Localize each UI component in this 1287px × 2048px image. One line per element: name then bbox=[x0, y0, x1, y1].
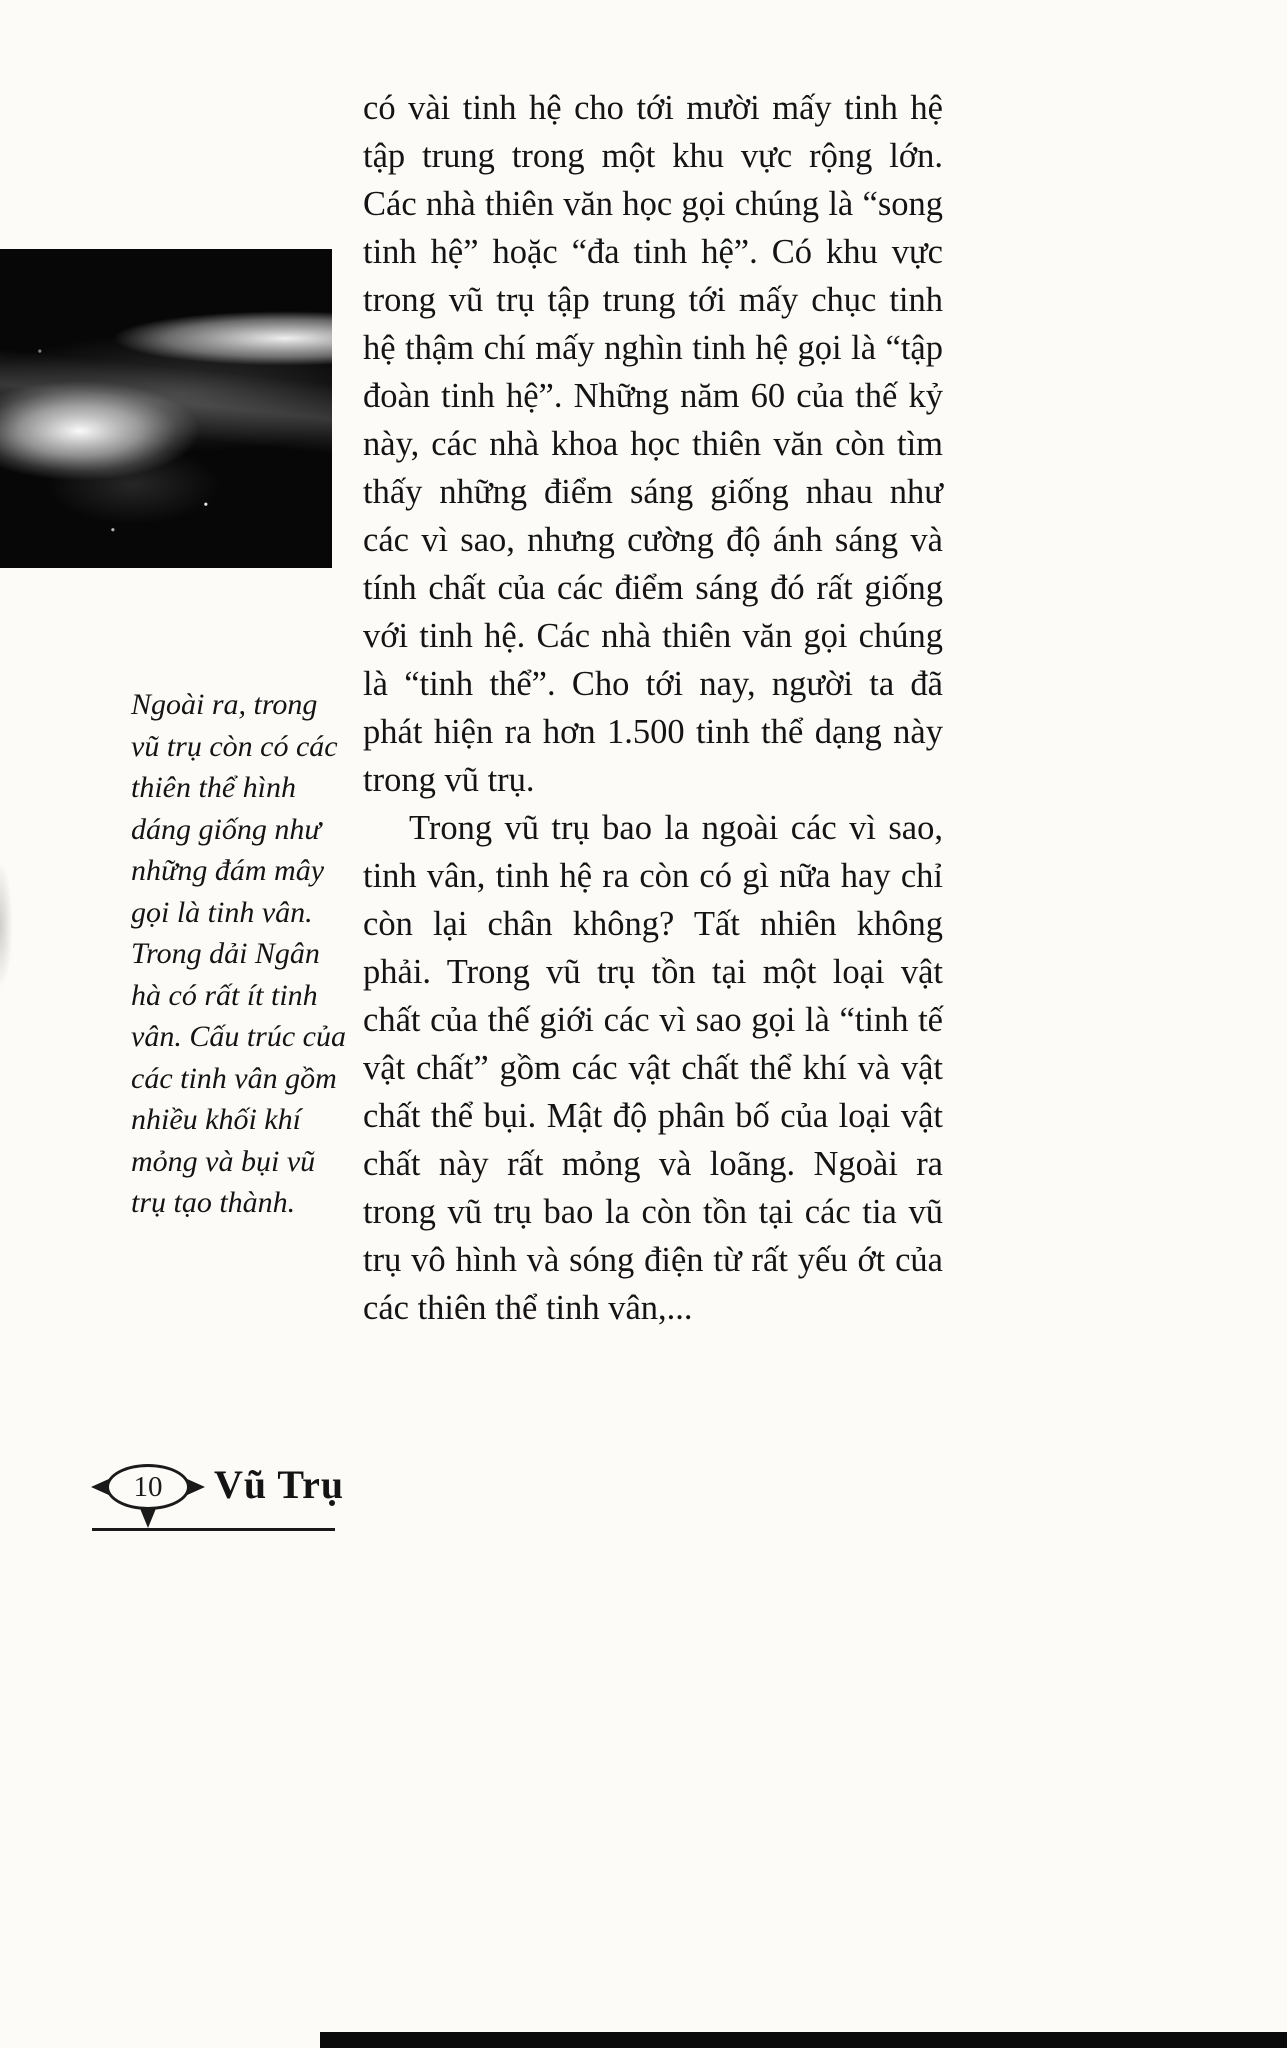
footer-rule bbox=[92, 1528, 335, 1531]
scan-edge-artifact bbox=[0, 845, 16, 1005]
nebula-photo bbox=[0, 249, 332, 568]
main-text-column bbox=[363, 84, 943, 1332]
page-number: 10 bbox=[106, 1464, 190, 1510]
photo-caption: Ngoài ra, trong vũ trụ còn có các thiên thể hình dáng giống như những đám mây gọi là tinh vân. Trong dải Ngân hà có rất ít tinh vân. Cấu trúc của các tinh vân gồm nhiều khối khí mỏng và bụi vũ trụ tạo thành. bbox=[131, 688, 346, 1219]
book-title: Vũ Trụ bbox=[214, 1462, 345, 1507]
paragraph-2: Trong vũ trụ bao la ngoài các vì sao, tinh vân, tinh hệ ra còn có gì nữa hay chỉ còn lại chân không? Tất nhiên không phải. Trong vũ trụ tồn tại một loại vật chất của thế giới các vì sao gọi là “tinh tế vật chất” gồm các vật chất thể khí và vật chất thể bụi. Mật độ phân bố của loại vật chất này rất mỏng và loãng. Ngoài ra trong vũ trụ bao la còn tồn tại các tia vũ trụ vô hình và sóng điện từ rất yếu ớt của các thiên thể tinh vân,... bbox=[363, 809, 943, 1327]
page-number-badge bbox=[106, 1464, 190, 1510]
paragraph-1: có vài tinh hệ cho tới mười mấy tinh hệ tập trung trong một khu vực rộng lớn. Các nhà thiên văn học gọi chúng là “song tinh hệ” hoặc “đa tinh hệ”. Có khu vực trong vũ trụ tập trung tới mấy chục tinh hệ thậm chí mấy nghìn tinh hệ gọi là “tập đoàn tinh hệ”. Những năm 60 của thế kỷ này, các nhà khoa học thiên văn còn tìm thấy những điểm sáng giống nhau như các vì sao, nhưng cường độ ánh sáng và tính chất của các điểm sáng đó rất giống với tinh hệ. Các nhà thiên văn gọi chúng là “tinh thể”. Cho tới nay, người ta đã phát hiện ra hơn 1.500 tinh thể dạng này trong vũ trụ. bbox=[363, 89, 943, 799]
bottom-scan-strip bbox=[320, 2032, 1287, 2048]
